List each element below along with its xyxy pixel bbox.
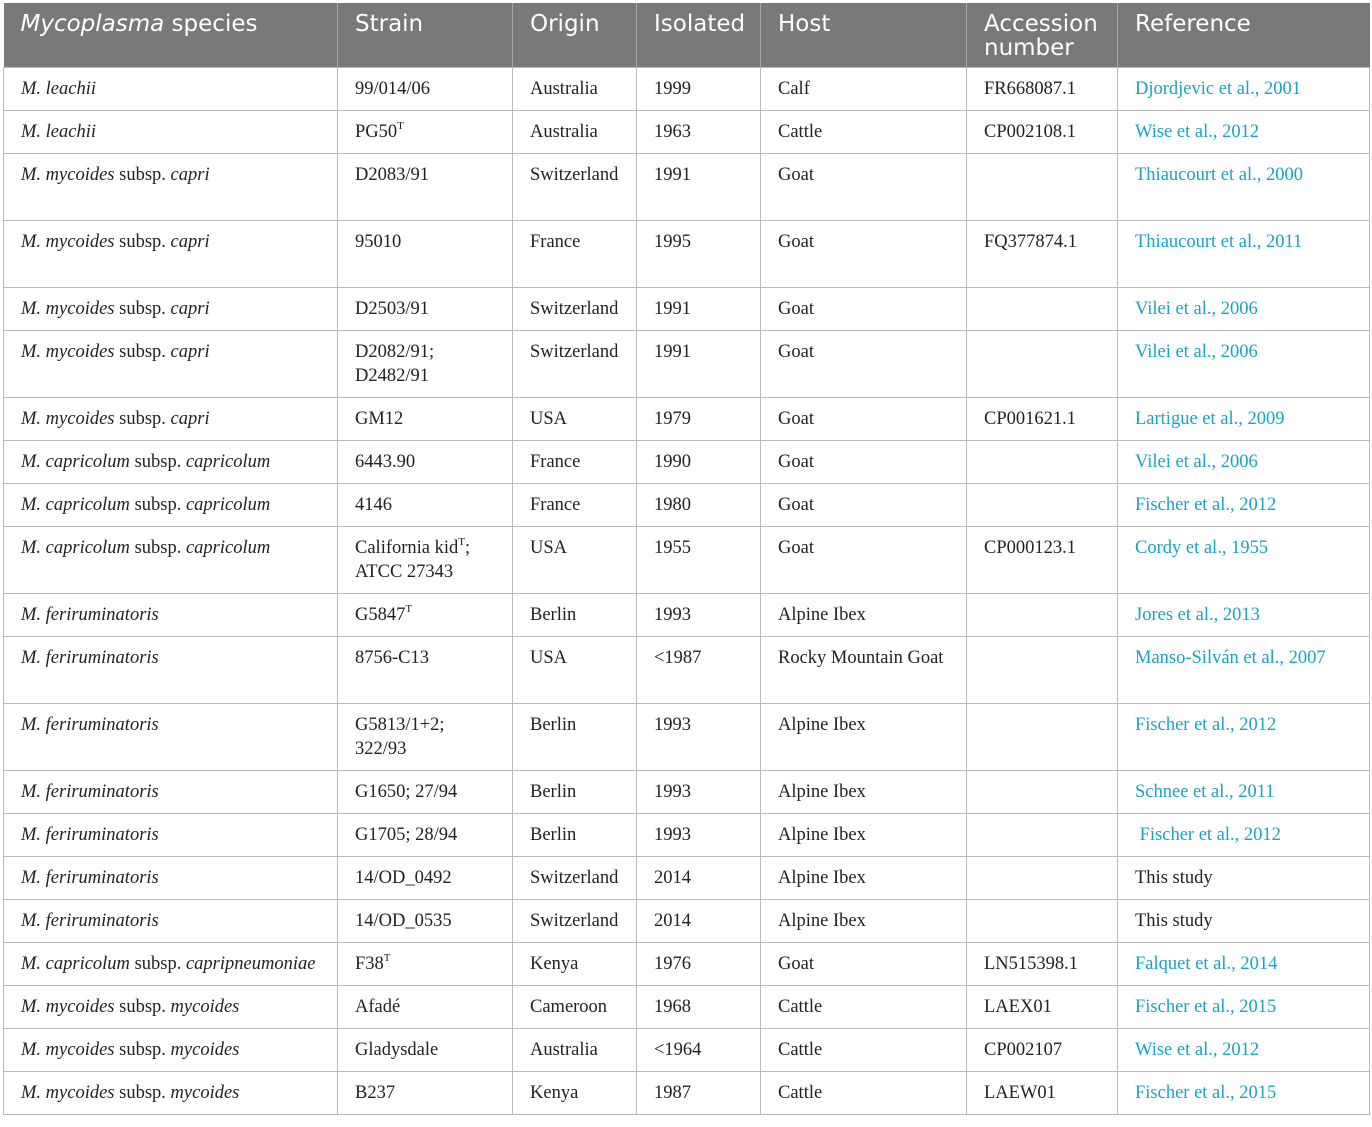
accession-cell: CP001621.1 bbox=[967, 398, 1118, 441]
species-cell bbox=[4, 594, 338, 637]
strain-cell bbox=[338, 111, 513, 154]
strain-name: G5813/1+2; bbox=[355, 715, 445, 735]
species-name: M. capricolum bbox=[21, 954, 130, 974]
table-row bbox=[4, 594, 1370, 637]
table-row bbox=[4, 527, 1370, 594]
subsp-label: subsp. bbox=[114, 342, 171, 362]
host-cell: Calf bbox=[761, 68, 967, 111]
isolated-cell: 1991 bbox=[637, 331, 761, 398]
strain-name: G1705; 28/94 bbox=[355, 825, 458, 845]
host-cell: Goat bbox=[761, 154, 967, 221]
species-cell bbox=[4, 527, 338, 594]
reference-link[interactable]: Cordy et al., 1955 bbox=[1118, 527, 1370, 594]
species-name: M. leachii bbox=[21, 122, 97, 142]
subsp-label: subsp. bbox=[114, 997, 171, 1017]
table-row bbox=[4, 68, 1370, 111]
table-row bbox=[4, 986, 1370, 1029]
subspecies-name: capricolum bbox=[185, 495, 271, 515]
strain-name: 95010 bbox=[355, 232, 402, 252]
header-species-genus: Mycoplasma bbox=[20, 11, 165, 37]
isolated-cell: 1968 bbox=[637, 986, 761, 1029]
strain-cell bbox=[338, 857, 513, 900]
origin-cell: Switzerland bbox=[513, 154, 637, 221]
strain-cell bbox=[338, 398, 513, 441]
species-cell bbox=[4, 1072, 338, 1115]
species-cell bbox=[4, 900, 338, 943]
origin-cell: France bbox=[513, 441, 637, 484]
isolated-cell: 1976 bbox=[637, 943, 761, 986]
strain-cell bbox=[338, 771, 513, 814]
host-cell: Goat bbox=[761, 398, 967, 441]
table-row bbox=[4, 1072, 1370, 1115]
strain-table-container bbox=[3, 3, 1369, 1115]
accession-cell bbox=[967, 857, 1118, 900]
reference-link[interactable]: Fischer et al., 2012 bbox=[1118, 814, 1370, 857]
species-name: M. leachii bbox=[21, 79, 97, 99]
strain-name: G5847 bbox=[355, 605, 406, 625]
species-name: M. feriruminatoris bbox=[21, 782, 159, 802]
species-name: M. capricolum bbox=[21, 495, 130, 515]
subsp-label: subsp. bbox=[114, 409, 171, 429]
species-name: M. feriruminatoris bbox=[21, 715, 159, 735]
reference-link[interactable]: Vilei et al., 2006 bbox=[1118, 288, 1370, 331]
table-row bbox=[4, 154, 1370, 221]
table-row bbox=[4, 221, 1370, 288]
isolated-cell: 2014 bbox=[637, 900, 761, 943]
species-cell bbox=[4, 637, 338, 704]
type-strain-marker: T bbox=[397, 119, 404, 132]
accession-cell bbox=[967, 814, 1118, 857]
isolated-cell: 1999 bbox=[637, 68, 761, 111]
subsp-label: subsp. bbox=[114, 232, 171, 252]
strain-name: 14/OD_0492 bbox=[355, 868, 452, 888]
origin-cell: Berlin bbox=[513, 594, 637, 637]
species-name: M. feriruminatoris bbox=[21, 868, 159, 888]
reference-cell: This study bbox=[1118, 857, 1370, 900]
host-cell: Goat bbox=[761, 527, 967, 594]
isolated-cell: 1991 bbox=[637, 288, 761, 331]
strain-cell bbox=[338, 637, 513, 704]
accession-cell bbox=[967, 331, 1118, 398]
strain-name: F38 bbox=[355, 954, 384, 974]
table-row bbox=[4, 857, 1370, 900]
strain-table bbox=[3, 3, 1370, 1115]
reference-link[interactable]: Fischer et al., 2012 bbox=[1118, 484, 1370, 527]
subsp-label: subsp. bbox=[129, 495, 186, 515]
species-cell bbox=[4, 68, 338, 111]
strain-cell bbox=[338, 68, 513, 111]
subspecies-name: capri bbox=[170, 165, 210, 185]
subspecies-name: capri bbox=[170, 232, 210, 252]
strain-cell bbox=[338, 288, 513, 331]
host-cell: Goat bbox=[761, 943, 967, 986]
type-strain-marker: T bbox=[405, 602, 413, 615]
species-cell bbox=[4, 331, 338, 398]
species-name: M. feriruminatoris bbox=[21, 911, 159, 931]
strain-cell bbox=[338, 154, 513, 221]
accession-cell: CP002108.1 bbox=[967, 111, 1118, 154]
strain-name-alt: 322/93 bbox=[355, 739, 407, 759]
header-accession bbox=[967, 3, 1118, 68]
subspecies-name: mycoides bbox=[170, 1040, 240, 1060]
host-cell: Alpine Ibex bbox=[761, 594, 967, 637]
species-name: M. feriruminatoris bbox=[21, 605, 159, 625]
species-name: M. mycoides bbox=[21, 409, 115, 429]
subsp-label: subsp. bbox=[129, 954, 186, 974]
origin-cell: Cameroon bbox=[513, 986, 637, 1029]
subspecies-name: capricolum bbox=[185, 538, 271, 558]
strain-cell bbox=[338, 986, 513, 1029]
header-strain: Strain bbox=[338, 3, 513, 68]
accession-cell: LN515398.1 bbox=[967, 943, 1118, 986]
host-cell: Goat bbox=[761, 484, 967, 527]
header-origin: Origin bbox=[513, 3, 637, 68]
reference-link[interactable]: Djordjevic et al., 2001 bbox=[1118, 68, 1370, 111]
accession-cell bbox=[967, 704, 1118, 771]
strain-name: Afadé bbox=[355, 997, 401, 1017]
strain-cell bbox=[338, 814, 513, 857]
species-cell bbox=[4, 288, 338, 331]
species-cell bbox=[4, 771, 338, 814]
species-cell bbox=[4, 154, 338, 221]
subspecies-name: capri bbox=[170, 342, 210, 362]
strain-cell: California kid$^T$; ATCC 27343 bbox=[338, 527, 513, 594]
table-row bbox=[4, 637, 1370, 704]
accession-cell: CP000123.1 bbox=[967, 527, 1118, 594]
reference-link[interactable]: Wise et al., 2012 bbox=[1118, 111, 1370, 154]
origin-cell: France bbox=[513, 221, 637, 288]
strain-name: B237 bbox=[355, 1083, 396, 1103]
origin-cell: Australia bbox=[513, 1029, 637, 1072]
table-row bbox=[4, 704, 1370, 771]
origin-cell: Australia bbox=[513, 68, 637, 111]
strain-name: D2082/91; bbox=[355, 342, 435, 362]
strain-name: D2083/91 bbox=[355, 165, 429, 185]
reference-link[interactable]: Schnee et al., 2011 bbox=[1118, 771, 1370, 814]
table-row bbox=[4, 441, 1370, 484]
subsp-label: subsp. bbox=[129, 538, 186, 558]
subspecies-name: mycoides bbox=[170, 1083, 240, 1103]
isolated-cell: 1987 bbox=[637, 1072, 761, 1115]
host-cell: Alpine Ibex bbox=[761, 814, 967, 857]
origin-cell: France bbox=[513, 484, 637, 527]
accession-cell bbox=[967, 637, 1118, 704]
table-header bbox=[4, 3, 1370, 68]
origin-cell: USA bbox=[513, 637, 637, 704]
origin-cell: Switzerland bbox=[513, 900, 637, 943]
accession-cell bbox=[967, 154, 1118, 221]
subspecies-name: capricolum bbox=[185, 452, 271, 472]
host-cell: Alpine Ibex bbox=[761, 704, 967, 771]
accession-cell bbox=[967, 771, 1118, 814]
subspecies-name: mycoides bbox=[170, 997, 240, 1017]
isolated-cell: 1993 bbox=[637, 594, 761, 637]
host-cell: Cattle bbox=[761, 1029, 967, 1072]
header-species-suffix: species bbox=[164, 11, 258, 37]
isolated-cell: 1955 bbox=[637, 527, 761, 594]
type-strain-marker: T bbox=[458, 535, 466, 548]
table-row bbox=[4, 484, 1370, 527]
accession-cell: LAEW01 bbox=[967, 1072, 1118, 1115]
strain-name: California kid bbox=[355, 538, 459, 558]
strain-name: 14/OD_0535 bbox=[355, 911, 452, 931]
host-cell: Alpine Ibex bbox=[761, 771, 967, 814]
species-cell bbox=[4, 814, 338, 857]
reference-link[interactable]: Fischer et al., 2015 bbox=[1118, 1072, 1370, 1115]
isolated-cell: <1964 bbox=[637, 1029, 761, 1072]
host-cell: Goat bbox=[761, 331, 967, 398]
isolated-cell: 1980 bbox=[637, 484, 761, 527]
accession-cell: CP002107 bbox=[967, 1029, 1118, 1072]
accession-cell: LAEX01 bbox=[967, 986, 1118, 1029]
species-name: M. mycoides bbox=[21, 997, 115, 1017]
origin-cell: Berlin bbox=[513, 704, 637, 771]
accession-cell: FR668087.1 bbox=[967, 68, 1118, 111]
host-cell: Rocky Mountain Goat bbox=[761, 637, 967, 704]
strain-name-alt: ATCC 27343 bbox=[355, 562, 454, 582]
isolated-cell: 1993 bbox=[637, 771, 761, 814]
species-name: M. mycoides bbox=[21, 342, 115, 362]
strain-cell bbox=[338, 594, 513, 637]
accession-cell bbox=[967, 594, 1118, 637]
isolated-cell: 2014 bbox=[637, 857, 761, 900]
subsp-label: subsp. bbox=[114, 1083, 171, 1103]
header-reference: Reference bbox=[1118, 3, 1370, 68]
isolated-cell: 1993 bbox=[637, 704, 761, 771]
isolated-cell: 1991 bbox=[637, 154, 761, 221]
accession-cell bbox=[967, 900, 1118, 943]
type-strain-marker: T bbox=[383, 951, 391, 964]
species-name: M. mycoides bbox=[21, 165, 115, 185]
species-name: M. mycoides bbox=[21, 299, 115, 319]
origin-cell: Kenya bbox=[513, 943, 637, 986]
species-cell bbox=[4, 704, 338, 771]
subsp-label: subsp. bbox=[114, 1040, 171, 1060]
table-row bbox=[4, 943, 1370, 986]
reference-cell: This study bbox=[1118, 900, 1370, 943]
header-row bbox=[4, 3, 1370, 68]
isolated-cell: 1993 bbox=[637, 814, 761, 857]
strain-name: 99/014/06 bbox=[355, 79, 431, 99]
strain-name: 4146 bbox=[355, 495, 392, 515]
table-row bbox=[4, 814, 1370, 857]
host-cell: Alpine Ibex bbox=[761, 857, 967, 900]
species-cell bbox=[4, 484, 338, 527]
host-cell: Alpine Ibex bbox=[761, 900, 967, 943]
strain-name: GM12 bbox=[355, 409, 404, 429]
strain-cell bbox=[338, 441, 513, 484]
table-row bbox=[4, 398, 1370, 441]
reference-link[interactable]: Fischer et al., 2015 bbox=[1118, 986, 1370, 1029]
origin-cell: Switzerland bbox=[513, 857, 637, 900]
strain-cell bbox=[338, 1072, 513, 1115]
host-cell: Goat bbox=[761, 288, 967, 331]
table-row bbox=[4, 771, 1370, 814]
reference-link[interactable]: Manso-Silván et al., 2007 bbox=[1118, 637, 1370, 704]
reference-link[interactable]: Falquet et al., 2014 bbox=[1118, 943, 1370, 986]
isolated-cell: 1990 bbox=[637, 441, 761, 484]
accession-cell: FQ377874.1 bbox=[967, 221, 1118, 288]
species-name: M. feriruminatoris bbox=[21, 825, 159, 845]
species-cell bbox=[4, 441, 338, 484]
accession-cell bbox=[967, 441, 1118, 484]
isolated-cell: 1979 bbox=[637, 398, 761, 441]
subsp-label: subsp. bbox=[114, 299, 171, 319]
origin-cell: Switzerland bbox=[513, 288, 637, 331]
reference-link[interactable]: Thiaucourt et al., 2011 bbox=[1118, 221, 1370, 288]
strain-name: 6443.90 bbox=[355, 452, 416, 472]
table-row bbox=[4, 111, 1370, 154]
reference-link[interactable]: Wise et al., 2012 bbox=[1118, 1029, 1370, 1072]
strain-cell bbox=[338, 704, 513, 771]
accession-cell bbox=[967, 288, 1118, 331]
host-cell: Goat bbox=[761, 221, 967, 288]
table-row bbox=[4, 900, 1370, 943]
subspecies-name: capripneumoniae bbox=[185, 954, 316, 974]
reference-link[interactable]: Thiaucourt et al., 2000 bbox=[1118, 154, 1370, 221]
isolated-cell: 1995 bbox=[637, 221, 761, 288]
species-name: M. mycoides bbox=[21, 1040, 115, 1060]
isolated-cell: 1963 bbox=[637, 111, 761, 154]
species-name: M. capricolum bbox=[21, 452, 130, 472]
strain-cell bbox=[338, 484, 513, 527]
origin-cell: Kenya bbox=[513, 1072, 637, 1115]
reference-link[interactable]: Jores et al., 2013 bbox=[1118, 594, 1370, 637]
origin-cell: Berlin bbox=[513, 771, 637, 814]
reference-link[interactable]: Vilei et al., 2006 bbox=[1118, 441, 1370, 484]
strain-cell bbox=[338, 1029, 513, 1072]
origin-cell: Berlin bbox=[513, 814, 637, 857]
origin-cell: Switzerland bbox=[513, 331, 637, 398]
header-isolated: Isolated bbox=[637, 3, 761, 68]
host-cell: Goat bbox=[761, 441, 967, 484]
species-cell bbox=[4, 986, 338, 1029]
strain-name: D2503/91 bbox=[355, 299, 429, 319]
header-species bbox=[4, 3, 338, 68]
strain-name-alt: D2482/91 bbox=[355, 366, 429, 386]
species-name: M. mycoides bbox=[21, 232, 115, 252]
species-cell bbox=[4, 221, 338, 288]
strain-cell bbox=[338, 900, 513, 943]
table-row bbox=[4, 288, 1370, 331]
strain-cell bbox=[338, 221, 513, 288]
subspecies-name: capri bbox=[170, 299, 210, 319]
species-cell bbox=[4, 943, 338, 986]
strain-name: 8756-C13 bbox=[355, 648, 429, 668]
header-accession-line2: number bbox=[984, 35, 1074, 61]
header-accession-line1: Accession bbox=[984, 11, 1098, 37]
table-row bbox=[4, 1029, 1370, 1072]
species-cell bbox=[4, 398, 338, 441]
species-name: M. capricolum bbox=[21, 538, 130, 558]
species-cell bbox=[4, 857, 338, 900]
table-body bbox=[4, 68, 1370, 1115]
subspecies-name: capri bbox=[170, 409, 210, 429]
strain-name: Gladysdale bbox=[355, 1040, 439, 1060]
table-row bbox=[4, 331, 1370, 398]
reference-link[interactable]: Lartigue et al., 2009 bbox=[1118, 398, 1370, 441]
strain-name: G1650; 27/94 bbox=[355, 782, 458, 802]
reference-link[interactable]: Vilei et al., 2006 bbox=[1118, 331, 1370, 398]
species-name: M. mycoides bbox=[21, 1083, 115, 1103]
accession-cell bbox=[967, 484, 1118, 527]
header-host: Host bbox=[761, 3, 967, 68]
origin-cell: USA bbox=[513, 398, 637, 441]
strain-cell bbox=[338, 943, 513, 986]
isolated-cell: <1987 bbox=[637, 637, 761, 704]
reference-link[interactable]: Fischer et al., 2012 bbox=[1118, 704, 1370, 771]
origin-cell: USA bbox=[513, 527, 637, 594]
species-name: M. feriruminatoris bbox=[21, 648, 159, 668]
subsp-label: subsp. bbox=[114, 165, 171, 185]
origin-cell: Australia bbox=[513, 111, 637, 154]
host-cell: Cattle bbox=[761, 1072, 967, 1115]
species-cell bbox=[4, 1029, 338, 1072]
subsp-label: subsp. bbox=[129, 452, 186, 472]
host-cell: Cattle bbox=[761, 986, 967, 1029]
species-cell bbox=[4, 111, 338, 154]
strain-name: PG50 bbox=[355, 122, 398, 142]
strain-cell bbox=[338, 331, 513, 398]
host-cell: Cattle bbox=[761, 111, 967, 154]
